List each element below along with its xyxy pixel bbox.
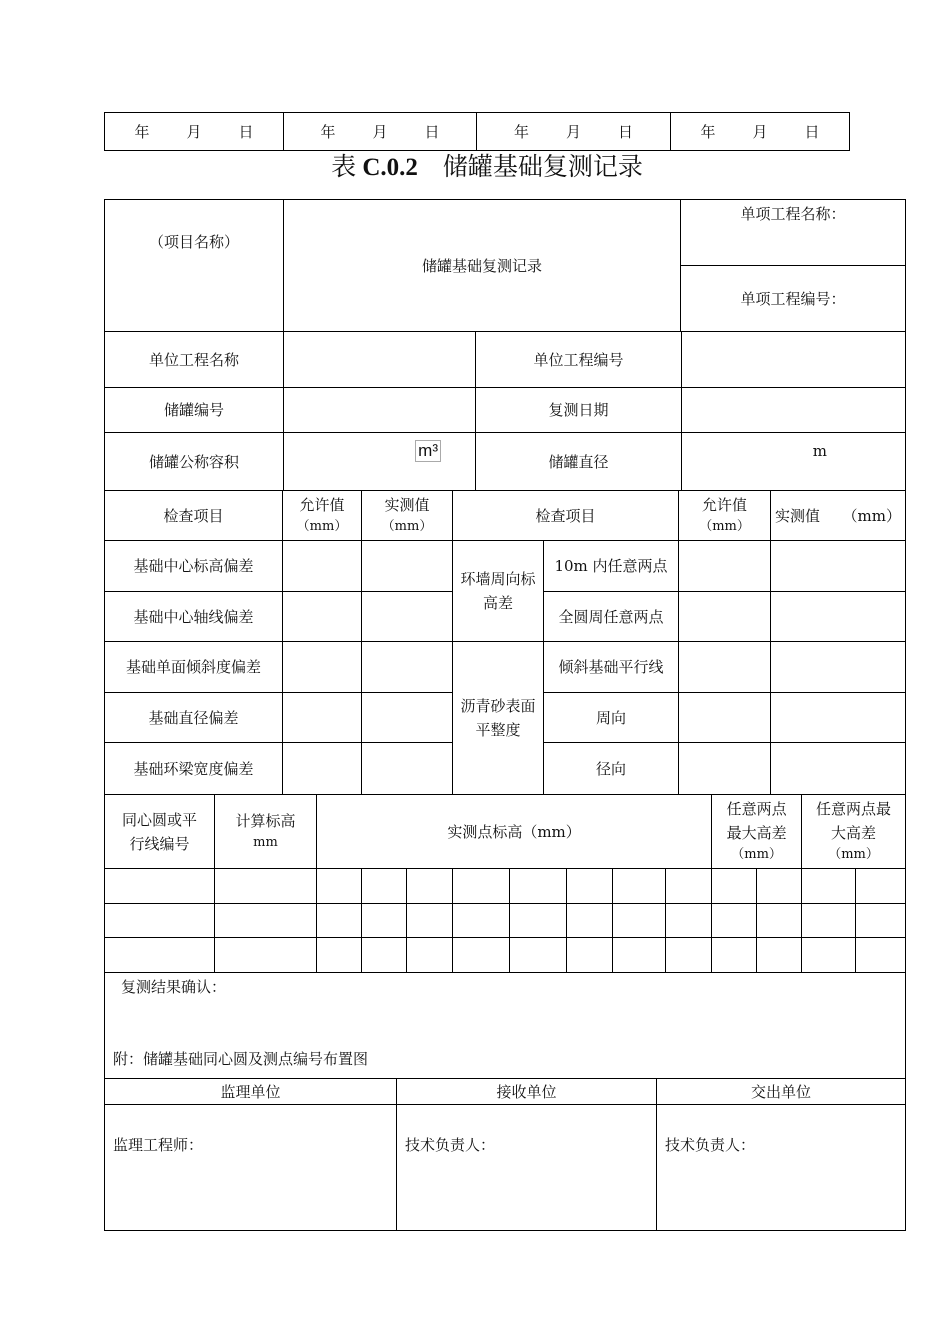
ring-sub-label: 10m 内任意两点 (544, 541, 679, 592)
calc-elev-header: 计算标高 mm (215, 795, 317, 869)
allowed-cell[interactable] (679, 642, 771, 693)
elev-cell[interactable] (407, 904, 453, 938)
signature-table (104, 1078, 906, 1231)
elev-cell[interactable] (666, 869, 712, 904)
asphalt-sub-label: 倾斜基础平行线 (544, 642, 679, 693)
elev-cell[interactable] (567, 904, 613, 938)
measured-cell[interactable] (771, 693, 906, 743)
asphalt-sub-label: 周向 (544, 693, 679, 743)
elev-data-row (105, 938, 906, 973)
handover-unit-header: 交出单位 (657, 1079, 906, 1105)
tank-diameter-value[interactable] (682, 433, 906, 491)
allowed-cell[interactable] (283, 743, 362, 795)
supervision-unit-header: 监理单位 (105, 1079, 397, 1105)
single-project-no-label: 单项工程编号： (681, 266, 906, 332)
allowed-cell[interactable] (283, 693, 362, 743)
allowed-header-2: 允许值 （mm） (679, 491, 771, 541)
check-row-label: 基础中心标高偏差 (105, 541, 283, 592)
unit-project-name-label: 单位工程名称 (105, 332, 284, 388)
elev-cell[interactable] (317, 904, 362, 938)
tank-no-label: 储罐编号 (105, 388, 284, 433)
max-diff-header-1: 任意两点最大高差 （mm） (712, 795, 802, 869)
circle-no-header: 同心圆或平行线编号 (105, 795, 215, 869)
date-cell: 年 月 日 (671, 113, 850, 151)
elev-cell[interactable] (215, 938, 317, 973)
elev-data-row (105, 869, 906, 904)
handover-sign-cell[interactable] (657, 1105, 906, 1231)
allowed-cell[interactable] (679, 592, 771, 642)
receiving-unit-header: 接收单位 (397, 1079, 657, 1105)
volume-unit: m³ (415, 440, 441, 462)
tech-lead-label: 技术负责人： (405, 1136, 496, 1154)
asphalt-group-label: 沥青砂表面平整度 (453, 642, 544, 795)
tank-volume-value[interactable] (284, 433, 476, 491)
date-cell: 年 月 日 (477, 113, 671, 151)
elev-cell[interactable] (317, 869, 362, 904)
tank-volume-label: 储罐公称容积 (105, 433, 284, 491)
allowed-cell[interactable] (679, 743, 771, 795)
elev-cell[interactable] (802, 904, 856, 938)
elev-cell[interactable] (105, 938, 215, 973)
date-row-table (104, 112, 850, 151)
elevation-table (104, 794, 906, 973)
elev-cell[interactable] (215, 904, 317, 938)
elev-cell[interactable] (666, 938, 712, 973)
receiving-sign-cell[interactable] (397, 1105, 657, 1231)
elev-cell[interactable] (613, 938, 666, 973)
tank-no-value[interactable] (284, 388, 476, 433)
elev-cell[interactable] (613, 869, 666, 904)
elev-cell[interactable] (856, 904, 906, 938)
elev-cell[interactable] (453, 904, 510, 938)
elev-cell[interactable] (362, 904, 407, 938)
max-diff-header-2: 任意两点最大高差 （mm） (802, 795, 906, 869)
elev-cell[interactable] (362, 869, 407, 904)
elev-cell[interactable] (510, 904, 567, 938)
retest-date-label: 复测日期 (476, 388, 682, 433)
elev-cell[interactable] (407, 938, 453, 973)
project-name-label: （项目名称） (105, 200, 284, 332)
measured-cell[interactable] (771, 592, 906, 642)
elev-cell[interactable] (317, 938, 362, 973)
check-row-label: 基础直径偏差 (105, 693, 283, 743)
measured-cell[interactable] (771, 541, 906, 592)
measured-cell[interactable] (362, 693, 453, 743)
result-confirm-label: 复测结果确认： (121, 978, 227, 996)
check-item-header-2: 检查项目 (453, 491, 679, 541)
elev-cell[interactable] (757, 904, 802, 938)
elev-cell[interactable] (567, 938, 613, 973)
supervision-sign-cell[interactable] (105, 1105, 397, 1231)
date-cell: 年 月 日 (284, 113, 477, 151)
asphalt-sub-label: 径向 (544, 743, 679, 795)
measured-points-header: 实测点标高（mm） (317, 795, 712, 869)
elev-data-row (105, 904, 906, 938)
elev-cell[interactable] (362, 938, 407, 973)
elev-cell[interactable] (802, 938, 856, 973)
allowed-cell[interactable] (283, 642, 362, 693)
measured-cell[interactable] (362, 592, 453, 642)
elev-cell[interactable] (105, 869, 215, 904)
elev-cell[interactable] (712, 869, 757, 904)
check-table (104, 490, 906, 795)
elev-cell[interactable] (712, 938, 757, 973)
retest-date-value[interactable] (682, 388, 906, 433)
elev-cell[interactable] (856, 938, 906, 973)
elev-cell[interactable] (510, 938, 567, 973)
elev-cell[interactable] (510, 869, 567, 904)
single-project-name-label: 单项工程名称： (681, 200, 906, 266)
tank-diameter-label: 储罐直径 (476, 433, 682, 491)
diameter-unit: m (812, 442, 827, 460)
elev-cell[interactable] (407, 869, 453, 904)
elev-cell[interactable] (453, 869, 510, 904)
page-title: 表 C.0.2 储罐基础复测记录 (331, 154, 643, 181)
elev-cell[interactable] (613, 904, 666, 938)
allowed-cell[interactable] (679, 693, 771, 743)
allowed-header: 允许值 （mm） (283, 491, 362, 541)
allowed-cell[interactable] (283, 541, 362, 592)
record-name: 储罐基础复测记录 (284, 200, 681, 332)
ring-sub-label: 全圆周任意两点 (544, 592, 679, 642)
elev-cell[interactable] (757, 938, 802, 973)
tech-lead-label: 技术负责人： (665, 1136, 756, 1154)
measured-header-2: 实测值 （mm） (771, 491, 906, 541)
elev-cell[interactable] (802, 869, 856, 904)
check-row-label: 基础单面倾斜度偏差 (105, 642, 283, 693)
elev-cell[interactable] (757, 869, 802, 904)
unit-project-no-value[interactable] (682, 332, 906, 388)
elev-cell[interactable] (856, 869, 906, 904)
elev-cell[interactable] (712, 904, 757, 938)
check-row-label: 基础环梁宽度偏差 (105, 743, 283, 795)
measured-cell[interactable] (771, 642, 906, 693)
measured-header: 实测值 （mm） (362, 491, 453, 541)
elev-cell[interactable] (666, 904, 712, 938)
measured-cell[interactable] (362, 541, 453, 592)
measured-cell[interactable] (362, 743, 453, 795)
unit-project-no-label: 单位工程编号 (476, 332, 682, 388)
check-item-header: 检查项目 (105, 491, 283, 541)
check-row-label: 基础中心轴线偏差 (105, 592, 283, 642)
date-cell: 年 月 日 (105, 113, 284, 151)
attachment-label: 附：储罐基础同心圆及测点编号布置图 (113, 1050, 369, 1068)
result-cell[interactable] (105, 973, 906, 1079)
result-table (104, 972, 906, 1079)
allowed-cell[interactable] (679, 541, 771, 592)
elev-cell[interactable] (215, 869, 317, 904)
elev-cell[interactable] (567, 869, 613, 904)
measured-cell[interactable] (362, 642, 453, 693)
allowed-cell[interactable] (283, 592, 362, 642)
info-table (104, 331, 906, 491)
ring-group-label: 环墙周向标高差 (453, 541, 544, 642)
measured-cell[interactable] (771, 743, 906, 795)
header-table (104, 199, 906, 332)
unit-project-name-value[interactable] (284, 332, 476, 388)
elev-cell[interactable] (453, 938, 510, 973)
elev-cell[interactable] (105, 904, 215, 938)
supervising-engineer-label: 监理工程师： (113, 1136, 204, 1154)
